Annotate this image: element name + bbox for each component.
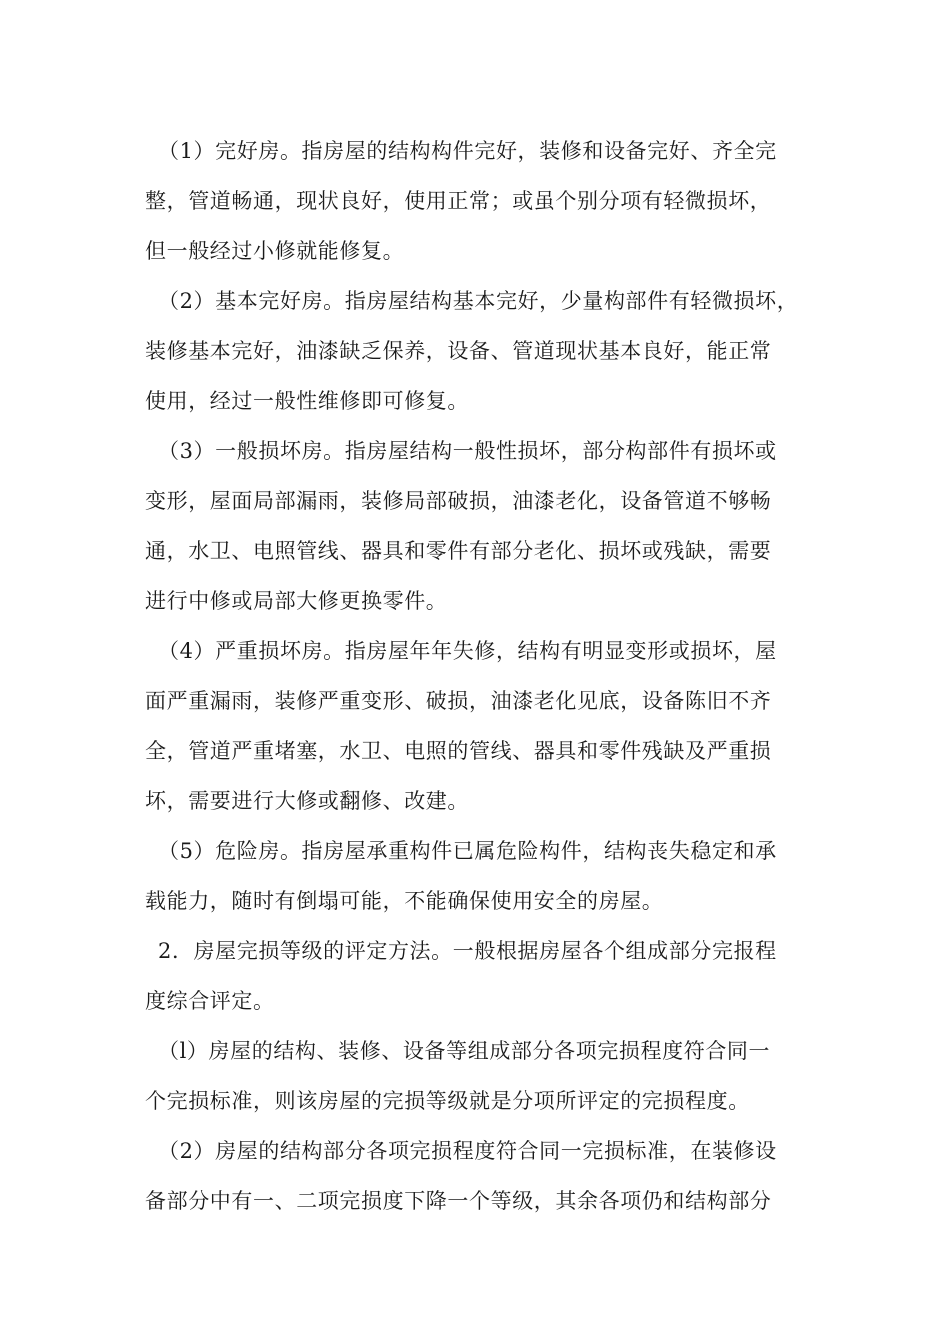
text-line: （l）房屋的结构、装修、设备等组成部分各项完损程度符合同一: [158, 1039, 771, 1063]
text-line: 度综合评定。: [145, 989, 275, 1013]
text-line: 面严重漏雨，装修严重变形、破损，油漆老化见底，设备陈旧不齐: [145, 689, 772, 713]
text-line: 整，管道畅通，现状良好，使用正常；或虽个别分项有轻微损坏，: [145, 189, 772, 213]
text-line: 变形，屋面局部漏雨，装修局部破损，油漆老化，设备管道不够畅: [145, 489, 772, 513]
text-line: （2）房屋的结构部分各项完损程度符合同一完损标准，在装修设: [158, 1139, 777, 1163]
text-line: （4）严重损坏房。指房屋年年失修，结构有明显变形或损坏，屋: [158, 639, 777, 663]
text-line: 备部分中有一、二项完损度下降一个等级，其余各项仍和结构部分: [145, 1189, 772, 1213]
text-line: （3）一般损坏房。指房屋结构一般性损坏，部分构部件有损坏或: [158, 439, 777, 463]
text-line: （2）基本完好房。指房屋结构基本完好，少量构部件有轻微损坏，: [158, 289, 799, 313]
text-line: 全，管道严重堵塞，水卫、电照的管线、器具和零件残缺及严重损: [145, 739, 772, 763]
text-line: （5）危险房。指房屋承重构件已属危险构件，结构丧失稳定和承: [158, 839, 777, 863]
text-line: 但一般经过小修就能修复。: [145, 239, 405, 263]
text-line: 使用，经过一般性维修即可修复。: [145, 389, 469, 413]
text-line: （1）完好房。指房屋的结构构件完好，装修和设备完好、齐全完: [158, 139, 777, 163]
text-line: 2．房屋完损等级的评定方法。一般根据房屋各个组成部分完报程: [158, 939, 777, 963]
text-line: 装修基本完好，油漆缺乏保养，设备、管道现状基本良好，能正常: [145, 339, 772, 363]
text-line: 通，水卫、电照管线、器具和零件有部分老化、损坏或残缺，需要: [145, 539, 772, 563]
text-line: 坏，需要进行大修或翻修、改建。: [145, 789, 469, 813]
text-line: 个完损标准，则该房屋的完损等级就是分项所评定的完损程度。: [145, 1089, 750, 1113]
text-line: 载能力，随时有倒塌可能，不能确保使用安全的房屋。: [145, 889, 664, 913]
text-line: 进行中修或局部大修更换零件。: [145, 589, 448, 613]
